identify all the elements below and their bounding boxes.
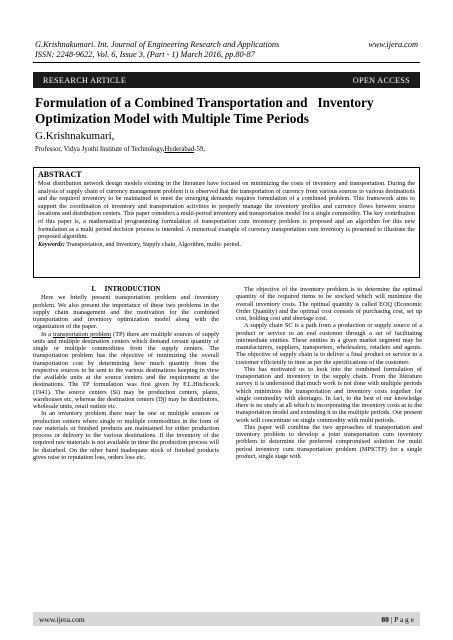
intro-paragraph-2 (33, 331, 219, 411)
affiliation-link[interactable]: Hyderabad (164, 146, 195, 153)
footer-page-number (381, 615, 414, 624)
page-label: | P a g e (388, 614, 414, 624)
footer-website[interactable]: www.ijera.com (39, 614, 85, 624)
author-name: G.Krishnakumari, (35, 130, 115, 142)
intro-paragraph-4: The objective of the inventory problem is to determine the optimal quantity of the required items to be stocked which will minimize the overall inventory costs. The optimal quantity is called EOQ (Economic Order Quantity) and the optimal cost consists of purchasing cost, set up cost, holding cost and shortage cost. (236, 286, 422, 322)
banner-research-article: RESEARCH ARTICLE (43, 75, 127, 85)
keywords-line (38, 241, 415, 249)
abstract-box (33, 167, 420, 278)
intro-paragraph-7: This paper will combine the two approaches of transportation and inventory problem to develop a joint transportation cum inventory problem to determine the preferred compromised solution for multi period inventory cum transportation problem (MPICTP) for a single product, single stage with (236, 423, 422, 460)
page-number: 80 (381, 614, 389, 624)
intro-paragraph-6: This has motivated us to look into the combined formulation of transportation and inventory in the supply chain. From the literature survey it is understood that much work is not done with multiple periods which minimizes the transportation and inventory costs together for single commodity with shortages. In fact, to the best of our knowledge there is no study at all which is incorporating the inventory costs at to the transportation model and extending it to the multiple periods. Our present work will concentrate on single commodity with multi periods. (236, 365, 422, 424)
body-column-right (236, 286, 422, 460)
journal-website[interactable]: www.ijera.com (368, 40, 418, 49)
affiliation-text: Professor, Vidya Jyothi Institute of Technology, (35, 146, 165, 153)
section-heading-introduction: I. INTRODUCTION (91, 285, 161, 293)
affiliation-suffix: -59, (194, 146, 205, 153)
keywords-text: Transportation, and Inventory, Supply chain, Algorithm, multi- period. (64, 240, 241, 248)
intro-paragraph-5: A supply chain SC is a path from a production or supply source of a product or service to an end customer through a set of facilitating intermediate entities. These entities in a given market segment may be manufacturers, suppliers, transporters, wholesalers, retailers and agents. The objective of supply chain is to deliver a final product or service to a customer efficiently in time as per the specifications of the customer. (236, 322, 422, 366)
paper-title (35, 95, 418, 127)
transportation-problem-link[interactable]: transportation problem (53, 330, 112, 338)
author-affiliation (35, 146, 205, 153)
journal-line: G.Krishnakumari. Int. Journal of Engineering Research and Applications (35, 40, 280, 49)
header-rule (33, 62, 420, 63)
page-footer (33, 612, 420, 626)
abstract-text: Most distribution network design models existing in the literature have focused on minimizing the costs of inventory and transportation. During the analysis of supply chain of currency management problem it is observed that the transportation of currency from various sources to various destinations and the required inventory to be maintained to meet the emerging demands requires formulation of a combined problem. This framework aims to support the coordination of inventory and transportation activities to properly manage the inventory profiles and currency flows between source locations and distribution centers. This paper considers a multi-period inventory and transportation model for a single commodity. The key contribution of this paper is, a mathematical programming formulation of transportation cum inventory problem is proposed and an algorithm for this new formulation as a multi period decision process is intended. A numerical example of currency transportation cum inventory is presented to illustrate the proposed algorithm. (38, 180, 415, 241)
article-banner (33, 72, 420, 88)
title-line-2: Optimization Model with Multiple Time Periods (35, 111, 309, 126)
journal-header (35, 40, 418, 60)
abstract-heading: ABSTRACT (38, 170, 82, 179)
intro-paragraph-1: Here we briefly present transportation problem and inventory problem. We also present the importance of these two problems in the supply chain management and the motivation for the combined transportation and inventory optimization model along with the organization of the paper. (33, 294, 219, 331)
intro-p2-rest: (TP) there are multiple sources of supply units and multiple destination centers which demand certain quantity of single or multiple commodities from the supply centers. The transportation problem has the objective of minimizing the overall transportation cost by determining how much quantity from the respective sources to be sent to the various destinations keeping in view the available units at the source centers and the requirement at the destinations. The TP formulation was first given by F.L.Hitchcock (1941). The source centers (Si) may be production centers, plants, warehouses etc, whereas the destination centers (Dj) may be distributors, wholesale units, retail outlets etc. (33, 330, 219, 410)
banner-open-access: OPEN ACCESS (352, 75, 410, 85)
intro-p2-start: In a (41, 330, 54, 338)
intro-paragraph-3: In an inventory problem there may be one or multiple sources or production centers where single or multiple commodities in the form of raw materials or finished products are maintained for either production process or delivery to the various destinations. If the inventory of the required raw materials is not available in time the production process will be disturbed. On the other hand inadequate stock of finished products gives raise to reputation loss, orders loss etc. (33, 410, 219, 461)
body-column-left (33, 286, 219, 461)
title-line-1: Formulation of a Combined Transportation and Inventory (35, 95, 374, 110)
keywords-label: Keywords: (38, 240, 65, 248)
issn-line: ISSN: 2248-9622, Vol. 6, Issue 3, (Part - 1) March 2016, pp.80-87 (35, 50, 255, 59)
